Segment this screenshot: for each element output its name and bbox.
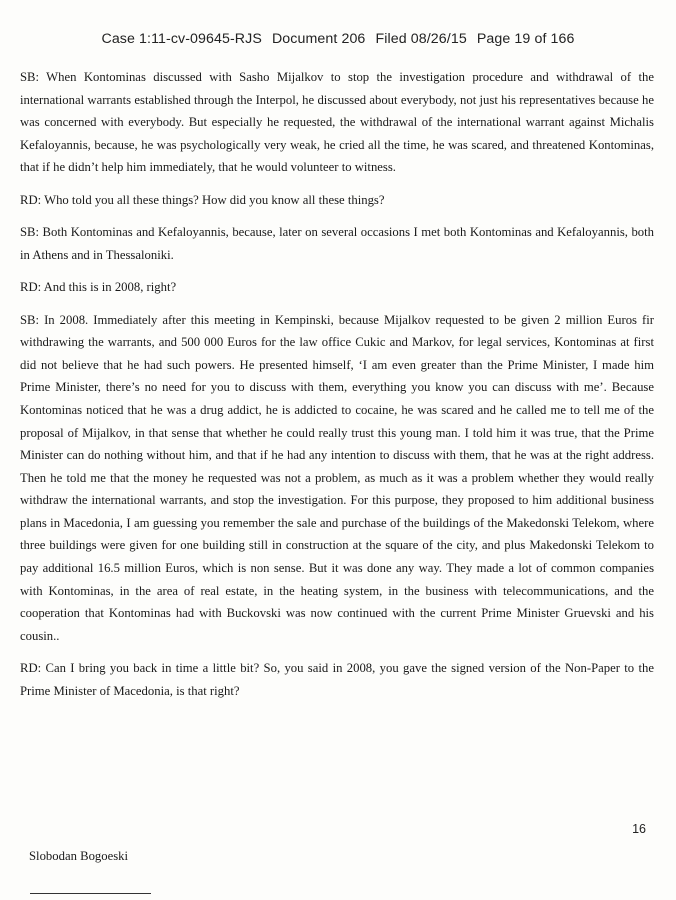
page-number: 16 [632, 822, 646, 836]
transcript-paragraph: SB: Both Kontominas and Kefaloyannis, because, later on several occasions I met both Kontominas and Kefaloyannis, both in Athens and in Thessaloniki. [20, 225, 654, 262]
transcript-paragraph: RD: And this is in 2008, right? [20, 280, 177, 295]
case-number: Case 1:11-cv-09645-RJS [101, 31, 262, 47]
transcript-body [20, 66, 654, 712]
case-header [0, 31, 676, 47]
signature-line [30, 893, 151, 894]
transcript-paragraph: SB: When Kontominas discussed with Sasho Mijalkov to stop the investigation procedure and withdrawal of the international warrants established through the Interpol, he discussed about everybody, not just his representatives because he was concerned with everybody. But especially he requested, the withdrawal of the international warrant against Michalis Kefaloyannis, because, he was psychologically very weak, he cried all the time, he was scared, and threatened Kontominas, that if he didn’t help him immediately, that he would volunteer to witness. [20, 70, 654, 175]
document-number: Document 206 [271, 31, 366, 47]
filed-date: Filed 08/26/15 [375, 31, 467, 47]
signatory-name: Slobodan Bogoeski [29, 849, 129, 863]
transcript-paragraph: SB: In 2008. Immediately after this meeting in Kempinski, because Mijalkov requested to be given 2 million Euros fir withdrawing the warrants, and 500 000 Euros for the law office Cukic and Markov, for legal services, Kontominas at first did not believe that he had such powers. He presented himself, ‘I am even greater than the Prime Minister, I made him Prime Minister, there’s no need for you to discuss with them, everything you know you can discuss with me’. Because Kontominas noticed that he was a drug addict, he is addicted to cocaine, he was scared and he called me to tell me of the proposal of Mijalkov, in that sense that whether he could really trust this young man. I told him it was true, that the Prime Minister can do nothing without him, and that if he had any intention to discuss with them, that he was at the right address. Then he told me that the money he requested was not a problem, as much as it was a problem whether they would really withdraw the international warrants, and stop the investigation. For this purpose, they proposed to him additional business plans in Macedonia, I am guessing you remember the sale and purchase of the buildings of the Makedonski Telekom, where three buildings were given for one building still in construction at the square of the city, and plus Makedonski Telekom to pay additional 16.5 million Euros, which is non sense. But it was done any way. They made a lot of common companies with Kontominas, in the area of real estate, in the heating system, in the business with telecommunications, and the cooperation that Kontominas had with Buckovski was now continued with the current Prime Minister Gruevski and his cousin.. [20, 312, 654, 643]
transcript-paragraph: RD: Who told you all these things? How did you know all these things? [20, 192, 385, 207]
transcript-paragraph: RD: Can I bring you back in time a little bit? So, you said in 2008, you gave the signed version of the Non-Paper to the Prime Minister of Macedonia, is that right? [20, 661, 654, 698]
page-indicator: Page 19 of 166 [476, 31, 575, 47]
